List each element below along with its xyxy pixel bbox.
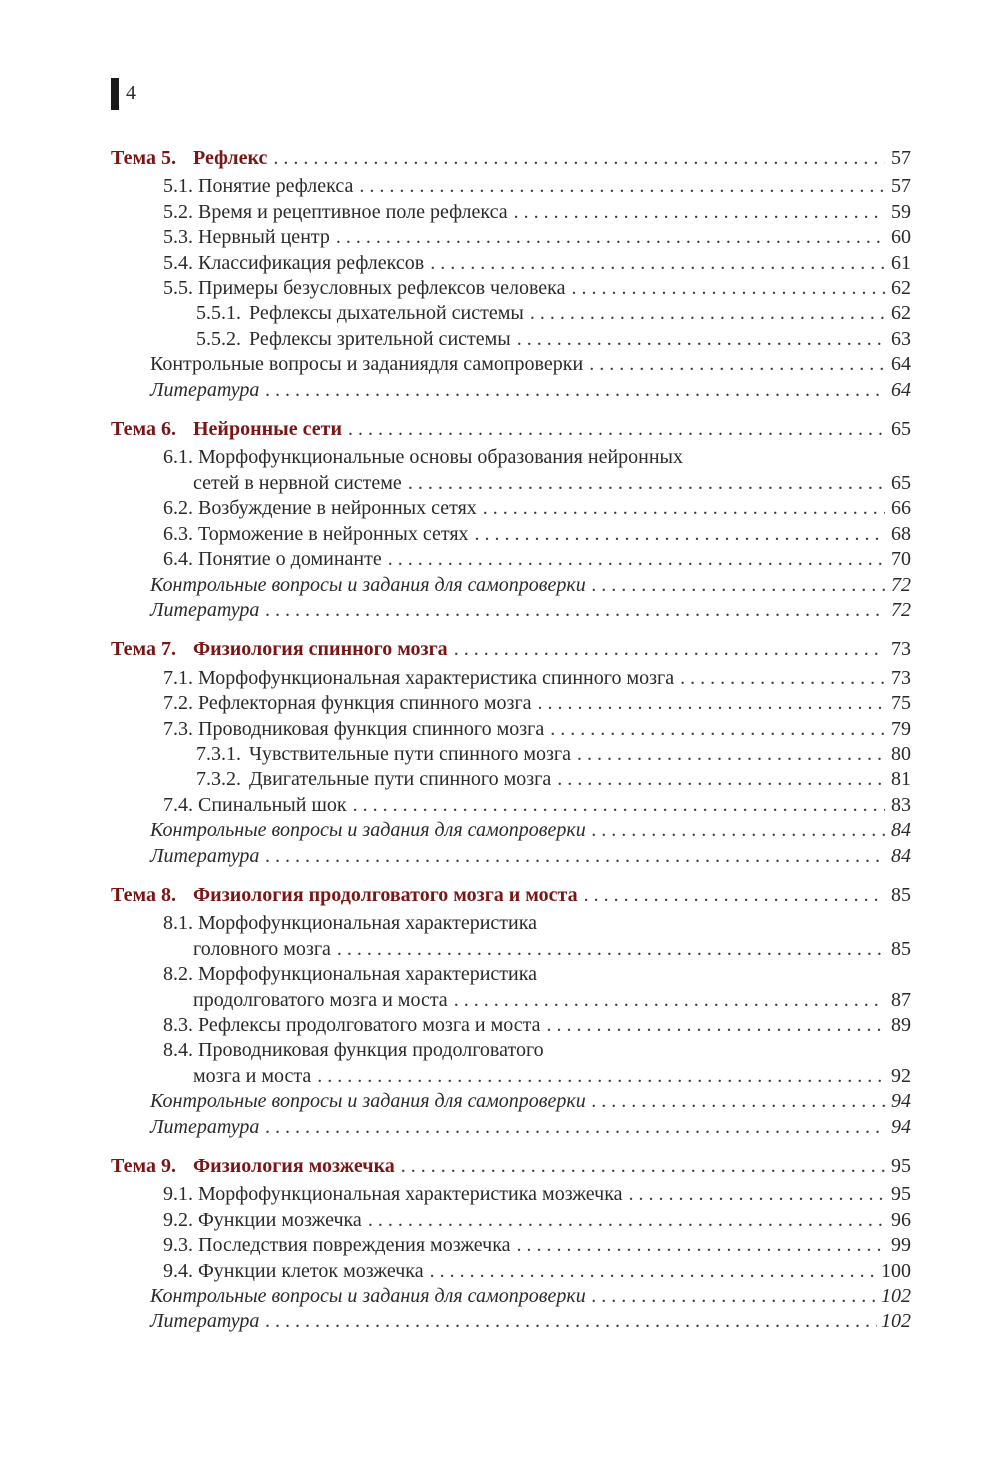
section-title: Проводниковая функция спинного мозга: [198, 717, 545, 740]
section-number: 6.3.: [163, 522, 193, 545]
page-ref: 83: [891, 793, 911, 816]
section-number: 7.4.: [163, 793, 193, 816]
section-number: 6.1.: [163, 446, 193, 469]
section-number: 9.4.: [163, 1259, 193, 1282]
dot-leader: [592, 573, 885, 598]
section-number: 7.3.: [163, 717, 193, 740]
literature-title: Литература: [150, 844, 260, 867]
toc-literature[interactable]: [111, 844, 911, 869]
toc-questions[interactable]: [111, 1089, 911, 1114]
page-ref: 63: [891, 327, 911, 350]
dot-leader: [592, 1284, 877, 1309]
toc-questions[interactable]: [111, 352, 911, 377]
dot-leader: [265, 1309, 877, 1334]
chapter-number: Тема 5.: [111, 147, 176, 169]
dot-leader: [589, 352, 885, 377]
section-title: Рефлексы продолговатого мозга и моста: [198, 1014, 541, 1036]
dot-leader: [388, 547, 885, 572]
page-ref: 102: [881, 1285, 911, 1308]
chapter-6: [111, 417, 911, 623]
page-ref: 64: [891, 353, 911, 376]
section-number: 8.2.: [163, 963, 193, 986]
section-number: 5.5.: [163, 277, 193, 300]
dot-leader: [265, 1115, 885, 1140]
section-number: 9.2.: [163, 1208, 193, 1231]
toc-entry[interactable]: [111, 666, 911, 691]
page-ref: 66: [891, 497, 911, 520]
toc-entry[interactable]: [111, 1233, 911, 1258]
section-title-continued: продолговатого мозга и моста: [193, 988, 448, 1011]
page-ref: 72: [891, 598, 911, 621]
section-title: Спинальный шок: [198, 793, 347, 816]
page-ref: 57: [891, 175, 911, 198]
toc-entry[interactable]: [111, 251, 911, 276]
dot-leader: [359, 174, 885, 199]
questions-title: Контрольные вопросы и задания для самопроверки: [150, 1090, 586, 1113]
toc-entry-first-line[interactable]: [111, 911, 911, 936]
dot-leader: [430, 251, 885, 276]
section-title: Морфофункциональная характеристика спинного мозга: [198, 666, 675, 689]
page-ref: 65: [891, 471, 911, 494]
dot-leader: [584, 883, 885, 908]
section-number: 8.4.: [163, 1039, 193, 1062]
toc-entry[interactable]: [111, 174, 911, 199]
section-title: Функции клеток мозжечка: [198, 1259, 424, 1282]
page-ref: 92: [891, 1064, 911, 1087]
toc-entry-continuation[interactable]: [111, 1064, 911, 1089]
page-ref: 87: [891, 988, 911, 1011]
toc-entry[interactable]: [111, 200, 911, 225]
toc-entry[interactable]: [111, 225, 911, 250]
dot-leader: [514, 200, 885, 225]
page-ref: 65: [891, 418, 911, 441]
section-title-continued: сетей в нервной системе: [193, 471, 402, 494]
toc-entry[interactable]: [111, 1208, 911, 1233]
section-title: Морфофункциональная характеристика: [198, 912, 538, 935]
toc-subentry[interactable]: [111, 742, 911, 767]
toc-entry-continuation[interactable]: [111, 471, 911, 496]
toc-entry-first-line[interactable]: [111, 1038, 911, 1063]
page-ref: 61: [891, 251, 911, 274]
chapter-9: [111, 1154, 911, 1335]
section-title: Понятие рефлекса: [198, 175, 354, 198]
dot-leader: [538, 691, 885, 716]
toc-subentry[interactable]: [111, 327, 911, 352]
dot-leader: [337, 937, 885, 962]
section-title: Торможение в нейронных сетях: [198, 522, 469, 545]
subsection-title: Рефлексы дыхательной системы: [249, 302, 524, 325]
section-title: Возбуждение в нейронных сетях: [198, 497, 477, 520]
dot-leader: [430, 1259, 877, 1284]
toc-entry[interactable]: [111, 522, 911, 547]
subsection-title: Чувствительные пути спинного мозга: [249, 742, 572, 765]
toc-subentry[interactable]: [111, 301, 911, 326]
page-ref: 94: [891, 1115, 911, 1138]
page-ref: 72: [891, 573, 911, 596]
section-number: 5.2.: [163, 200, 193, 223]
toc-entry-first-line[interactable]: [111, 445, 911, 470]
page-ref: 84: [891, 844, 911, 867]
chapter-heading[interactable]: [111, 417, 911, 442]
section-title: Рефлекторная функция спинного мозга: [198, 692, 532, 715]
questions-title: Контрольные вопросы и задания для самопроверки: [150, 1285, 586, 1308]
page-ref: 68: [891, 522, 911, 545]
section-number: 5.4.: [163, 251, 193, 274]
section-title: Примеры безусловных рефлексов человека: [198, 277, 566, 300]
page-ref: 94: [891, 1090, 911, 1113]
page-ref: 85: [891, 883, 911, 906]
dot-leader: [547, 1013, 885, 1038]
section-number: 8.3.: [163, 1014, 193, 1036]
dot-leader: [592, 1089, 885, 1114]
section-number: 7.1.: [163, 666, 193, 689]
section-title: Морфофункциональная характеристика мозжечка: [198, 1183, 623, 1206]
section-title: Классификация рефлексов: [198, 251, 425, 274]
page-ref: 95: [891, 1183, 911, 1206]
section-number: 7.2.: [163, 692, 193, 715]
page-marker-bar: [111, 78, 119, 110]
page-ref: 59: [891, 200, 911, 223]
dot-leader: [401, 1154, 885, 1179]
chapter-title: Нейронные сети: [193, 418, 342, 441]
dot-leader: [265, 844, 885, 869]
dot-leader: [629, 1182, 885, 1207]
literature-title: Литература: [150, 1310, 260, 1333]
dot-leader: [454, 988, 885, 1013]
page-ref: 64: [891, 378, 911, 401]
toc-entry-first-line[interactable]: [111, 962, 911, 987]
toc-entry[interactable]: [111, 276, 911, 301]
page-ref: 73: [891, 638, 911, 661]
page-ref: 81: [891, 768, 911, 791]
literature-title: Литература: [150, 378, 260, 401]
questions-title: Контрольные вопросы и задания для самопроверки: [150, 819, 586, 842]
chapter-title: Рефлекс: [193, 147, 268, 169]
page-number: 4: [126, 82, 136, 104]
dot-leader: [483, 496, 885, 521]
dot-leader: [336, 225, 885, 250]
page-ref: 95: [891, 1155, 911, 1178]
literature-title: Литература: [150, 1115, 260, 1138]
section-title: Морфофункциональная характеристика: [198, 963, 538, 986]
chapter-number: Тема 9.: [111, 1155, 176, 1178]
chapter-5: [111, 146, 911, 403]
section-number: 9.3.: [163, 1234, 193, 1257]
section-number: 6.2.: [163, 497, 193, 520]
dot-leader: [557, 767, 885, 792]
chapter-8: [111, 883, 911, 1140]
dot-leader: [317, 1064, 885, 1089]
chapter-title: Физиология продолговатого мозга и моста: [193, 883, 578, 906]
toc-entry-continuation[interactable]: [111, 937, 911, 962]
subsection-number: 7.3.1.: [196, 742, 241, 765]
chapter-title: Физиология спинного мозга: [193, 638, 448, 661]
toc-entry[interactable]: [111, 496, 911, 521]
page-ref: 85: [891, 937, 911, 960]
page-ref: 99: [891, 1234, 911, 1257]
page-ref: 96: [891, 1208, 911, 1231]
section-number: 5.1.: [163, 175, 193, 198]
chapter-number: Тема 8.: [111, 883, 176, 906]
page-ref: 102: [881, 1310, 911, 1333]
toc-questions[interactable]: [111, 573, 911, 598]
toc-entry[interactable]: [111, 1182, 911, 1207]
literature-title: Литература: [150, 598, 260, 621]
subsection-number: 7.3.2.: [196, 768, 241, 791]
page-ref: 62: [891, 302, 911, 325]
section-title-continued: мозга и моста: [193, 1064, 312, 1087]
chapter-title: Физиология мозжечка: [193, 1155, 395, 1178]
toc-entry[interactable]: [111, 793, 911, 818]
toc-entry[interactable]: [111, 1259, 911, 1284]
section-title: Понятие о доминанте: [198, 548, 382, 571]
page-ref: 84: [891, 819, 911, 842]
dot-leader: [265, 378, 885, 403]
page-ref: 79: [891, 717, 911, 740]
dot-leader: [454, 637, 885, 662]
section-title-continued: головного мозга: [193, 937, 331, 960]
dot-leader: [273, 146, 885, 171]
dot-leader: [577, 742, 885, 767]
section-title: Время и рецептивное поле рефлекса: [198, 200, 508, 223]
dot-leader: [353, 793, 885, 818]
table-of-contents: [111, 146, 911, 1349]
section-number: 5.3.: [163, 226, 193, 249]
chapter-number: Тема 6.: [111, 418, 176, 441]
dot-leader: [348, 417, 885, 442]
toc-entry[interactable]: [111, 547, 911, 572]
chapter-number: Тема 7.: [111, 638, 176, 661]
dot-leader: [571, 276, 885, 301]
section-title: Нервный центр: [198, 226, 330, 249]
page-ref: 62: [891, 277, 911, 300]
page-ref: 89: [891, 1014, 911, 1036]
questions-title: Контрольные вопросы и задания для самопроверки: [150, 573, 586, 596]
page-ref: 80: [891, 742, 911, 765]
subsection-number: 5.5.2.: [196, 327, 241, 350]
chapter-heading[interactable]: [111, 883, 911, 908]
dot-leader: [680, 666, 885, 691]
toc-questions[interactable]: [111, 1284, 911, 1309]
page-ref: 60: [891, 226, 911, 249]
subsection-title: Рефлексы зрительной системы: [249, 327, 511, 350]
toc-literature[interactable]: [111, 1115, 911, 1140]
subsection-number: 5.5.1.: [196, 302, 241, 325]
page-ref: 100: [881, 1259, 911, 1282]
dot-leader: [475, 522, 885, 547]
toc-literature[interactable]: [111, 1309, 911, 1334]
section-title: Функции мозжечка: [198, 1208, 362, 1231]
page-ref: 70: [891, 548, 911, 571]
section-title: Последствия повреждения мозжечка: [198, 1234, 511, 1257]
toc-entry[interactable]: [111, 717, 911, 742]
dot-leader: [550, 717, 885, 742]
toc-literature[interactable]: [111, 598, 911, 623]
toc-entry[interactable]: [111, 1013, 911, 1038]
page-ref: 57: [891, 147, 911, 169]
questions-title: Контрольные вопросы и заданиядля самопроверки: [150, 353, 584, 376]
dot-leader: [592, 818, 885, 843]
section-number: 9.1.: [163, 1183, 193, 1206]
dot-leader: [517, 1233, 885, 1258]
chapter-7: [111, 637, 911, 869]
toc-entry-continuation[interactable]: [111, 988, 911, 1013]
section-number: 6.4.: [163, 548, 193, 571]
toc-questions[interactable]: [111, 818, 911, 843]
section-title: Проводниковая функция продолговатого: [198, 1039, 544, 1062]
chapter-heading[interactable]: [111, 146, 911, 171]
section-title: Морфофункциональные основы образования нейронных: [198, 446, 683, 469]
toc-entry[interactable]: [111, 691, 911, 716]
dot-leader: [368, 1208, 885, 1233]
page-ref: 75: [891, 692, 911, 715]
dot-leader: [530, 301, 885, 326]
dot-leader: [265, 598, 885, 623]
toc-literature[interactable]: [111, 378, 911, 403]
dot-leader: [408, 471, 885, 496]
chapter-heading[interactable]: [111, 637, 911, 662]
subsection-title: Двигательные пути спинного мозга: [249, 768, 552, 791]
dot-leader: [517, 327, 885, 352]
toc-subentry[interactable]: [111, 767, 911, 792]
section-number: 8.1.: [163, 912, 193, 935]
page-ref: 73: [891, 666, 911, 689]
chapter-heading[interactable]: [111, 1154, 911, 1179]
